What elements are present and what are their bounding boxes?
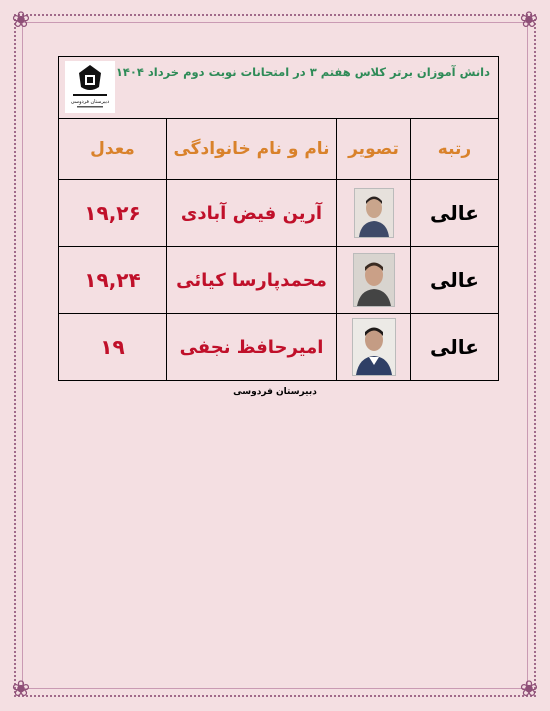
average-cell: ۱۹,۲۶ xyxy=(59,180,167,247)
table-row xyxy=(59,180,499,247)
table-row xyxy=(59,247,499,314)
student-photo xyxy=(354,188,394,238)
name-cell: امیرحافظ نجفی xyxy=(167,314,337,381)
student-photo xyxy=(352,318,396,376)
name-cell: محمدپارسا کیائی xyxy=(167,247,337,314)
rank-cell: عالی xyxy=(411,180,499,247)
header-name: نام و نام خانوادگی xyxy=(167,119,337,180)
logo-text: دبیرستان فردوسی xyxy=(70,99,110,105)
student-photo xyxy=(353,253,395,307)
photo-cell xyxy=(337,247,411,314)
rank-cell: عالی xyxy=(411,247,499,314)
average-cell: ۱۹ xyxy=(59,314,167,381)
photo-cell xyxy=(337,314,411,381)
average-cell: ۱۹,۲۴ xyxy=(59,247,167,314)
photo-cell xyxy=(337,180,411,247)
school-logo-icon xyxy=(65,61,115,113)
header-rank: رتبه xyxy=(411,119,499,180)
footer-school-name: دبیرستان فردوسی xyxy=(233,387,317,397)
name-cell: آرین فیض آبادی xyxy=(167,180,337,247)
corner-ornament-icon: ❀ xyxy=(519,677,539,702)
corner-ornament-icon: ❀ xyxy=(11,8,31,33)
rank-cell: عالی xyxy=(411,314,499,381)
student-photo-1 xyxy=(355,189,393,237)
corner-ornament-icon: ❀ xyxy=(11,677,31,702)
table-row xyxy=(59,314,499,381)
title-row xyxy=(59,57,499,119)
header-photo: تصویر xyxy=(337,119,411,180)
corner-ornament-icon: ❀ xyxy=(519,8,539,33)
student-photo-2 xyxy=(354,254,394,306)
header-average: معدل xyxy=(59,119,167,180)
top-students-table xyxy=(58,56,499,381)
table-header-row xyxy=(59,119,499,180)
document-title: دانش آموزان برتر کلاس هفتم ۳ در امتحانات نوبت دوم خرداد ۱۴۰۴ xyxy=(115,65,490,79)
student-photo-3 xyxy=(353,319,395,375)
